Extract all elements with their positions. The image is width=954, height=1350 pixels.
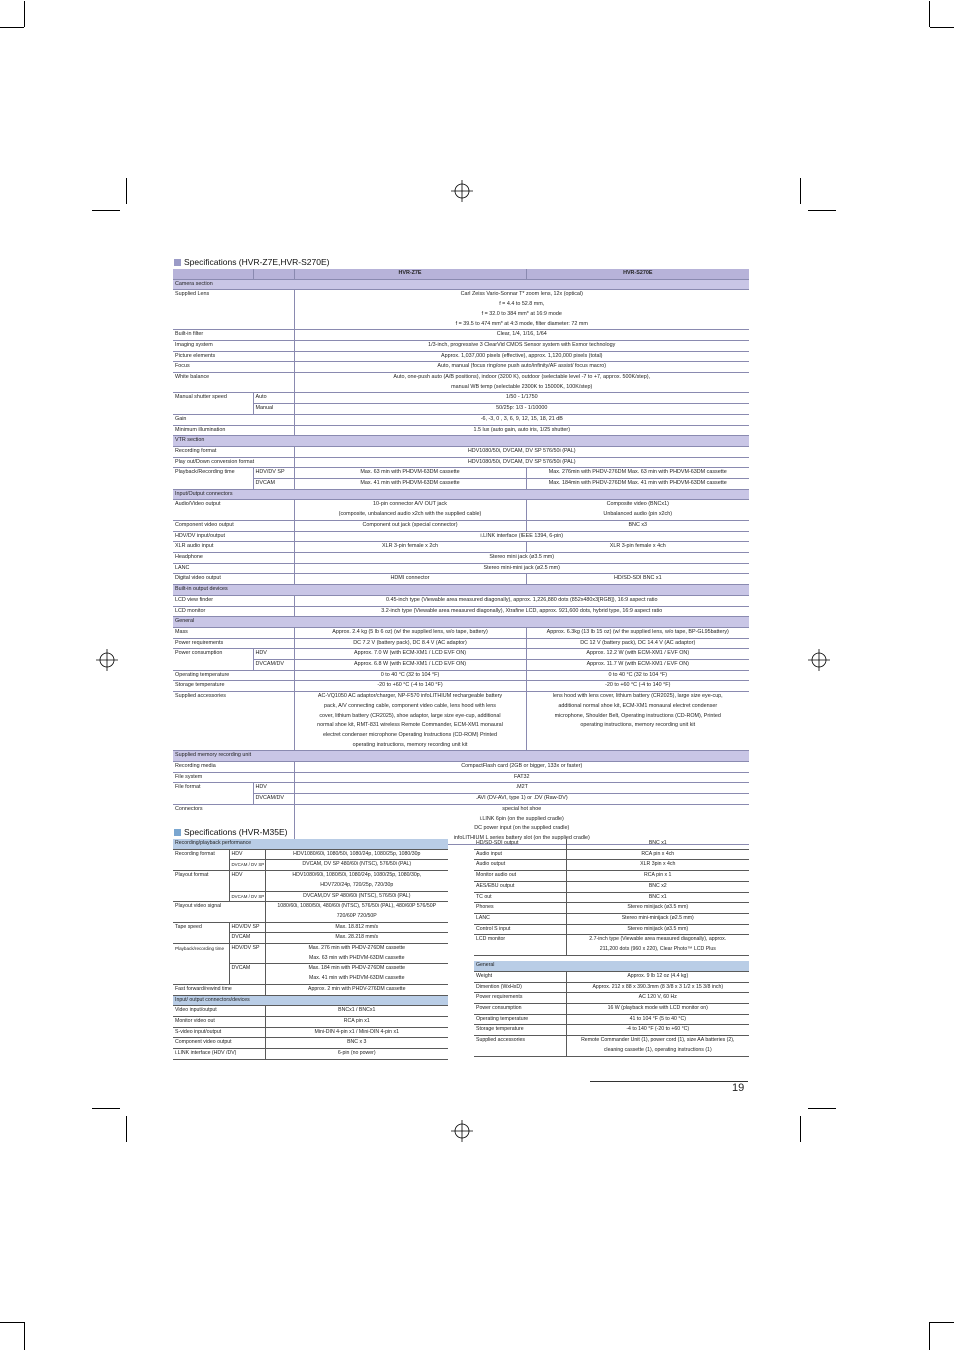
registration-mark-icon bbox=[451, 1120, 473, 1142]
section-camera: Camera section bbox=[173, 279, 749, 290]
page-rule bbox=[590, 1081, 748, 1082]
registration-mark-icon bbox=[96, 649, 118, 671]
col-header-s270e: HVR-S270E bbox=[526, 269, 749, 279]
section-display: Built-in output devices bbox=[173, 585, 749, 596]
spec-table-m35e-right: HD/SD-SDI output BNC x1 Audio input RCA pin x 4ch Audio output XLR 3pin x 4ch Monitor audio out RCA pin x 1 AES/EBU output BNC x2 TC out BNC x1 Phones Stereo minijack (ø3.5 mm) LANC Stereo mini-minijack (ø2.5 mm) Control S input Stereo minijack (ø3.5 mm) LCD monitor 2.7-inch type (Viewable area measured diagonally), approx. 211,200 dots (960 x 220), Clear Photo™ LCD Plus General Weight Approx. 9 lb 12 oz (4.4 kg) Dimention (WxHxD) Approx. 212 x 88 x 390.3mm (8 3/8 x 3 1/2 x 15 3/8 inch) Power requirements AC 120 V, 60 Hz Power consumption 16 W (playback mode with LCD monitor on) Operating temperature 41 to 104 °F (5 to 40 °C) Storage temperature -4 to 140 °F (-20 to +60 °C) Supplied accessories Remote Commander Unit (1), power cord (1), size AA batteries (2), cleaning cassette (1), operating instructions (1) bbox=[474, 839, 749, 1057]
section-title-z7e-s270e: Specifications (HVR-Z7E,HVR-S270E) bbox=[174, 257, 330, 267]
section-io: Input/Output connectors bbox=[173, 489, 749, 500]
registration-mark-icon bbox=[451, 180, 473, 202]
section-general: General bbox=[173, 617, 749, 628]
section-memory: Supplied memory recording unit bbox=[173, 751, 749, 762]
spec-table-z7e-s270e: HVR-Z7E HVR-S270E Camera section Supplied Lens Carl Zeiss Vario-Sonnar T* zoom lens, 12x (optical) f = 4.4 to 52.8 mm, f = 32.0 to 384 mm* at 16:9 mode f = 39.5 to 474 mm* at 4:3 mode, filter diameter: 72 mm Built-in filter Clear, 1/4, 1/16, 1/64 Imaging system 1/3-inch, progressive 3 ClearVid CMOS Sensor system with Exmor technology Picture elements Approx. 1,037,000 pixels (effective), approx. 1,120,000 pixels (total) Focus Auto, manual (focus ring/one push auto/infinity/AF assist/ focus macro) White balance Auto, one-push auto (A/B positions), indoor (3200 K), outdoor (selectable level -7 to +7, approx. 500K/step), manual WB temp (selectable 2300K to 15000K, 100K/step) Manual shutter speed Auto 1/50 - 1/1750 Manual 50/25p: 1/3 - 1/10000 Gain -6, -3, 0 , 3, 6, 9, 12, 15, 18, 21 dB Minimum illumination 1.5 lux (auto gain, auto iris, 1/25 shutter) VTR section Recording format HDV1080/50i, DVCAM, DV SP 576/50i (PAL) Play out/Down conversion format HDV1080/50i, DVCAM, DV SP 576/50i (PAL) Playback/Recording time HDV/DV SP Max. 63 min with PHDVM-63DM cassette Max. 276min with PHDV-276DM Max. 63 min with PHDVM-63DM cassette DVCAM Max. 41 min with PHDVM-63DM cassette Max. 184min with PHDV-276DM Max. 41 min with PHDVM-63DM cassette Input/Output connectors Audio/Video output 10-pin connector A/V OUT jack (composite, unbalanced audio x2ch with the supplied cable) Composite video (BNCx1) Unbalanced audio (pin x2ch) Component video output Component out jack (special connector) BNC x3 HDV/DV input/output i.LINK interface (IEEE 1394, 6-pin) XLR audio input XLR 3-pin female x 2ch XLR 3-pin female x 4ch Headphone Stereo mini jack (ø3.5 mm) LANC Stereo mini-mini jack (ø2.5 mm) Digital video output HDMI connector HD/SD-SDI BNC x1 Built-in output devices LCD view finder 0.45-inch type (Viewable area measured diagonally), approx. 1,226,880 dots (852x480x3[RGB]), 16:9 aspect ratio LCD monitor 3.2-inch type (Viewable area measured diagonally), Xtrafine LCD, approx. 921,600 dots, hybrid type, 16:9 aspect ratio General Mass Approx. 2.4 kg (5 lb 6 oz) (w/ the supplied lens, w/o tape, battery) Approx. 6.3kg (13 lb 15 oz) (w/ the supplied lens, w/o tape, BP-GL95battery) Power requirements DC 7.2 V (battery pack), DC 8.4 V (AC adaptor) DC 12 V (battery pack), DC 14.4 V (AC adaptor) Power consumption HDV Approx. 7.0 W (with ECM-XM1 / LCD EVF ON) Approx. 12.2 W (with ECM-XM1 / EVF ON) DVCAM/DV Approx. 6.8 W (with ECM-XM1 / LCD EVF ON) Approx. 11.7 W (with ECM-XM1 / EVF ON) Operating temperature 0 to 40 °C (32 to 104 °F) 0 to 40 °C (32 to 104 °F) Storage temperature -20 to +60 °C (-4 to 140 °F) -20 to +60 °C (-4 to 140 °F) Supplied accessories AC-VQ1050 AC adaptor/charger, NP-F570 infoLITHIUM rechargeable battery pack, A/V connecting cable, component video cable, lens hood with lens cover, lithium battery (CR2025), shoe adaptor, large size eye-cup, additional normal shoe kit, RMT-831 wireless Remote Commander, ECM-XM1 monaural electret condenser microphone Operating Instructions (CD-ROM) Printed operating instructions, memory recording unit kit lens hood with lens cover, lithium battery (CR2025), large size eye-cup, additional normal shoe kit, ECM-XM1 monaural electret condenser microphone, Shoulder Belt, Operating instructions (CD-ROM), Printed operating instructions, memory recording unit kit Supplied memory recording unit Recording media CompactFlash card (2GB or bigger, 133x or faster) File system FAT32 File format HDV .M2T DVCAM/DV .AVI (DV-AVI, type 1) or .DV (Raw-DV) Connectors special hot shoe i.LINK 6pin (on the supplied cradle) DC power input (on the supplied cradle) infoLITHIUM L series battery slot (on the supplied cradle) bbox=[173, 269, 749, 845]
col-header-z7e: HVR-Z7E bbox=[294, 269, 526, 279]
registration-mark-icon bbox=[808, 649, 830, 671]
page-number: 19 bbox=[732, 1082, 745, 1094]
square-bullet-icon bbox=[174, 259, 181, 266]
section-vtr: VTR section bbox=[173, 436, 749, 447]
spec-table-m35e-left: Recording/playback performance Recording format HDV HDV1080/60i, 1080/50i, 1080/24p, 1080/25p, 1080/30p DVCAM / DV SP DVCAM, DV SP 480/60i (NTSC), 576/50i (PAL) Playout format HDV HDV1080/60i, 1080/50i, 1080/24p, 1080/25p, 1080/30p, HDV720/24p, 720/25p, 720/30p DVCAM / DV SP DVCAM,DV SP 480/60i (NTSC), 576/50i (PAL) Playout video signal 1080/60i, 1080/50i, 480/60i (NTSC), 576/50i (PAL), 480/60P 576/50P 720/60P 720/50P Tape speed HDV/DV SP Max. 18.812 mm/s DVCAM Max. 28.218 mm/s Playback/recording time HDV/DV SP Max. 276 min with PHDV-276DM cassette Max. 63 min with PHDVM-63DM cassette DVCAM Max. 184 min with PHDV-276DM cassette Max. 41 min with PHDVM-63DM cassette Fast forward/rewind time Approx. 2 min with PHDV-276DM cassette Input/ output connectors/devices Video input/output BNCx1 / BNCx1 Monitor video out RCA pin x1 S-video input/output Mini-DIN 4-pin x1 / Mini-DIN 4-pin x1 Component video output BNC x 3 i.LINK interface (HDV /DV) 6-pin (no power) bbox=[173, 839, 448, 1060]
section-title-m35e: Specifications (HVR-M35E) bbox=[174, 827, 287, 837]
square-bullet-icon bbox=[174, 829, 181, 836]
